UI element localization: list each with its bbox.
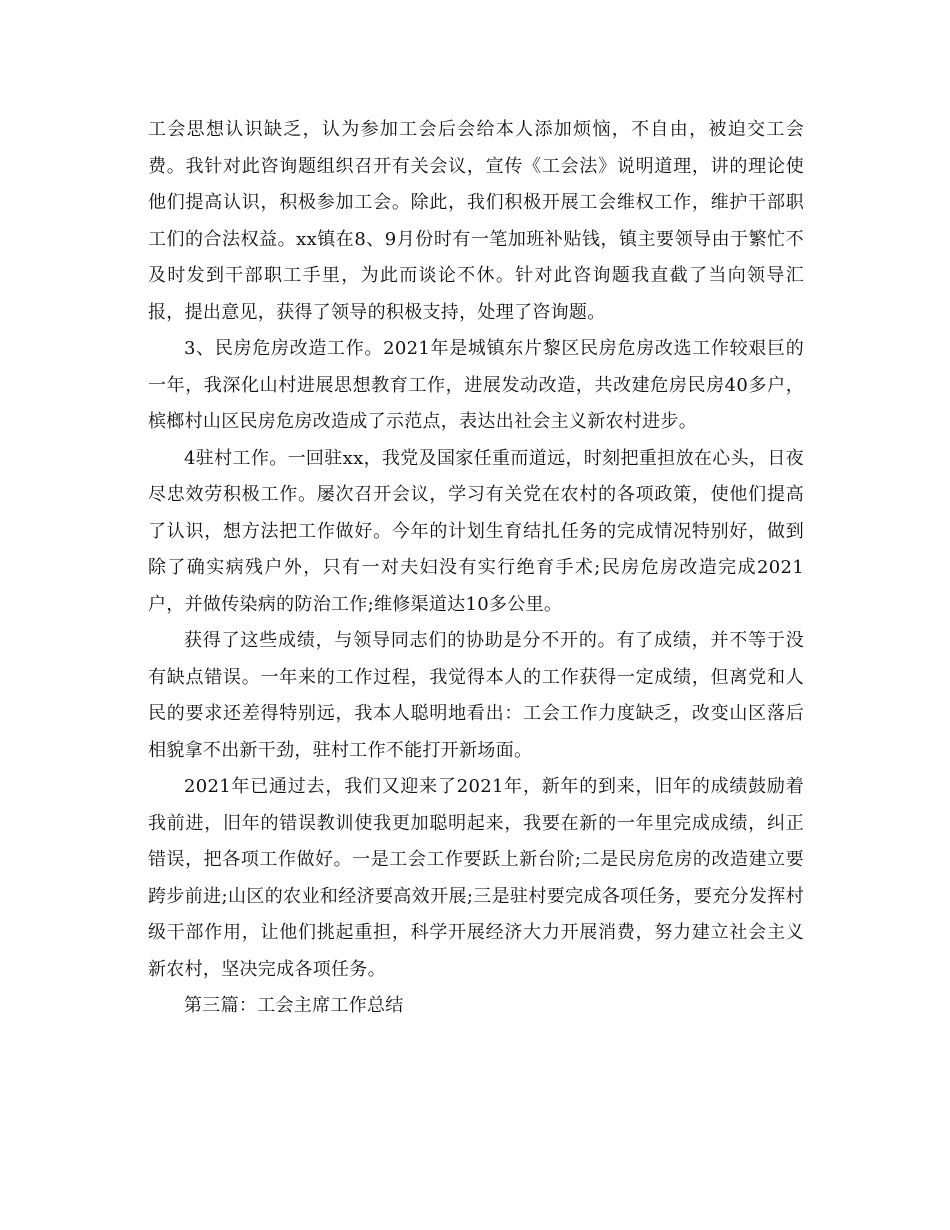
paragraph-5: 2021年已通过去，我们又迎来了2021年，新年的到来，旧年的成绩鼓励着我前进，旧年的错误教训使我更加聪明起来，我要在新的一年里完成成绩，纠正错误，把各项工作做好。一是工会工作要跃上新台阶;二是民房危房的改造建立要跨步前进;山区的农业和经济要高效开展;三是驻村要完成各项任务，要充分发挥村级干部作用，让他们挑起重担，科学开展经济大力开展消费，努力建立社会主义新农村，坚决完成各项任务。 — [148, 776, 804, 980]
document-body — [148, 112, 804, 1025]
paragraph-4: 获得了这些成绩，与领导同志们的协助是分不开的。有了成绩，并不等于没有缺点错误。一年来的工作过程，我觉得本人的工作获得一定成绩，但离党和人民的要求还差得特别远，我本人聪明地看出：工会工作力度缺乏，改变山区落后相貌拿不出新干劲，驻村工作不能打开新场面。 — [148, 630, 804, 761]
paragraph-1: 工会思想认识缺乏，认为参加工会后会给本人添加烦恼，不自由，被迫交工会费。我针对此咨询题组织召开有关会议，宣传《工会法》说明道理，讲的理论使他们提高认识，积极参加工会。除此，我们积极开展工会维权工作，维护干部职工们的合法权益。xx镇在8、9月份时有一笔加班补贴钱，镇主要领导由于繁忙不及时发到干部职工手里，为此而谈论不休。针对此咨询题我直截了当向领导汇报，提出意见，获得了领导的积极支持，处理了咨询题。 — [148, 119, 804, 323]
paragraph-3: 4驻村工作。一回驻xx，我党及国家任重而道远，时刻把重担放在心头，日夜尽忠效劳积极工作。屡次召开会议，学习有关党在农村的各项政策，使他们提高了认识，想方法把工作做好。今年的计划生育结扎任务的完成情况特别好，做到除了确实病残户外，只有一对夫妇没有实行绝育手术;民房危房改造完成2021户，并做传染病的防治工作;维修渠道达10多公里。 — [148, 447, 804, 615]
paragraph-2: 3、民房危房改造工作。2021年是城镇东片黎区民房危房改选工作较艰巨的一年，我深化山村进展思想教育工作，进展发动改造，共改建危房民房40多户，槟榔村山区民房危房改造成了示范点，表达出社会主义新农村进步。 — [148, 338, 804, 432]
section-heading: 第三篇：工会主席工作总结 — [184, 995, 404, 1016]
